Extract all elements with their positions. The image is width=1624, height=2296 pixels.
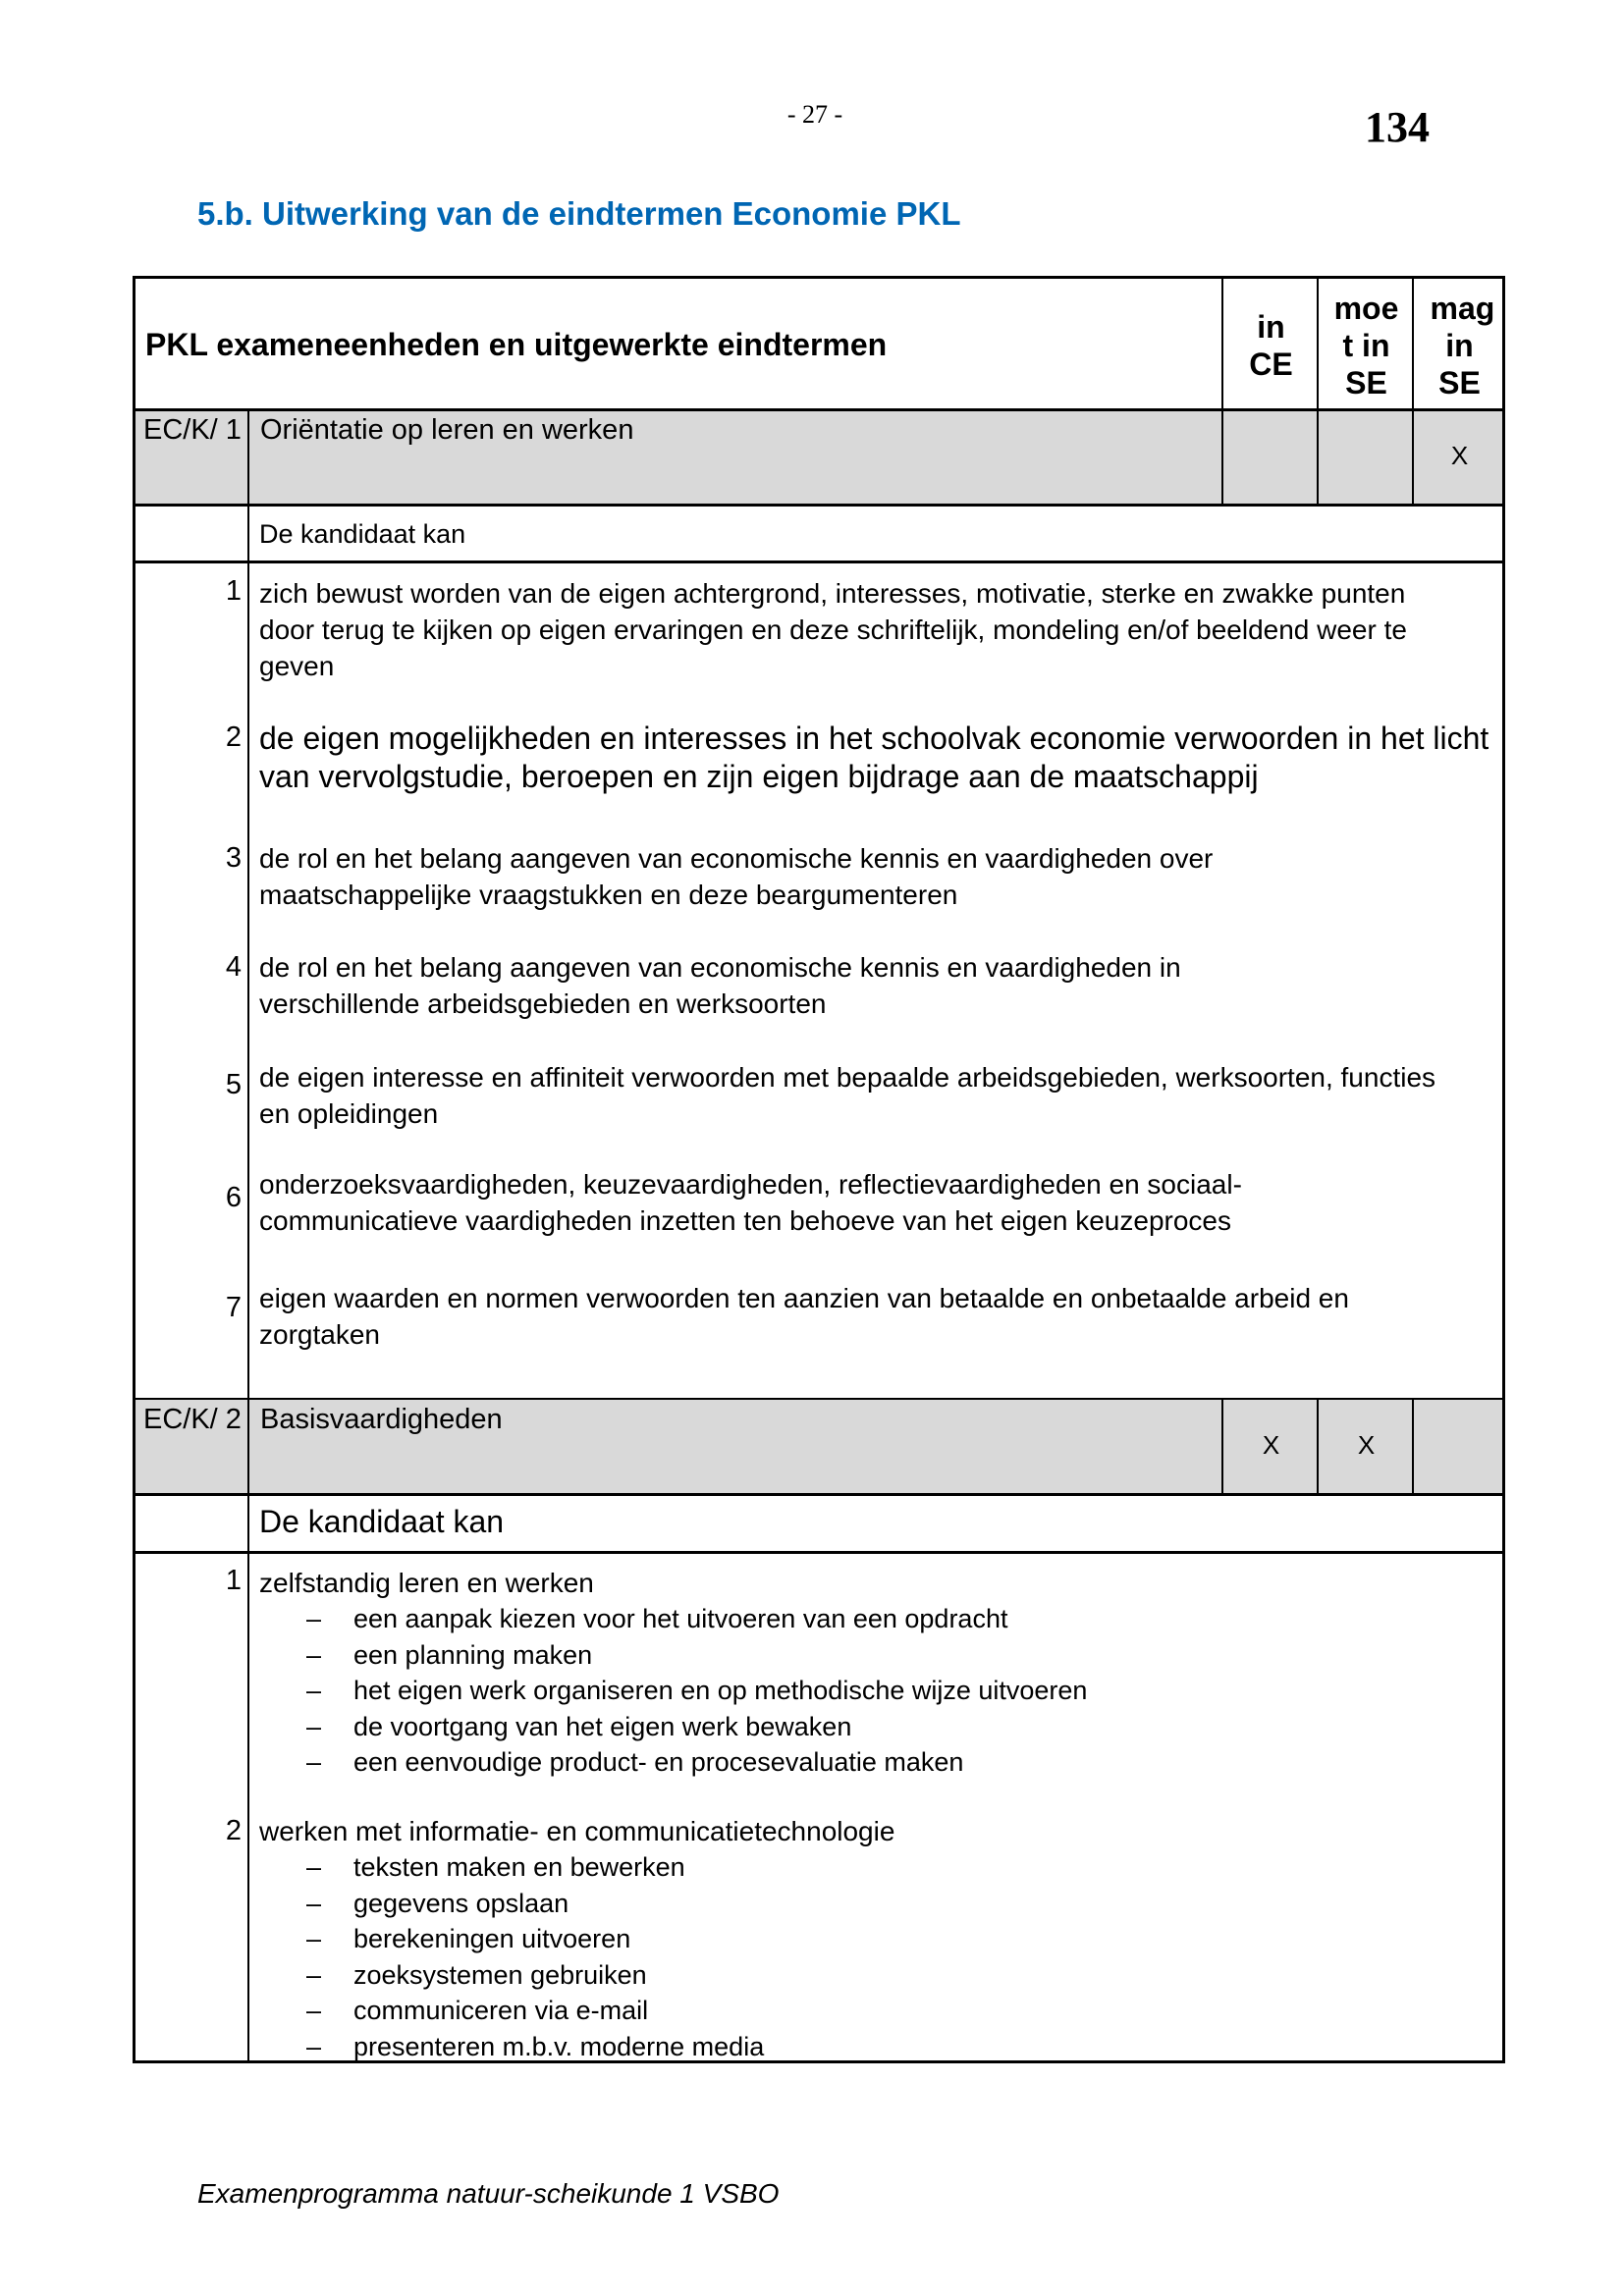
subitem-list [306,1601,1087,1781]
divider [1317,1398,1319,1493]
item-text: onderzoeksvaardigheden, keuzevaardigheden, reflectievaardigheden en sociaal-communicatieve vaardigheden inzetten ten behoeve van het eigen keuzeproces [259,1169,1242,1236]
dash-bullet-icon: – [306,1924,322,1953]
subitem: – een planning maken [306,1637,1087,1674]
in-ce-mark [1223,408,1319,504]
in-ce-mark: X [1262,1430,1280,1460]
column-header-main: PKL exameneenheden en uitgewerkte eindtermen [145,327,888,362]
divider [247,408,249,2063]
divider [135,1398,1502,1400]
subitem: – teksten maken en bewerken [306,1849,764,1886]
unit-code: EC/K/ 2 [143,1404,242,1435]
dash-bullet-icon: – [306,1604,322,1633]
item-text: de eigen mogelijkheden en interesses in het schoolvak economie verwoorden in het licht van vervolgstudie, beroepen en zijn eigen bijdrage aan de maatschappij [259,721,1489,794]
divider [135,504,1502,507]
subitem: – een eenvoudige product- en procesevaluatie maken [306,1744,1087,1781]
divider [135,1493,1502,1496]
divider [135,1551,1502,1554]
moet-in-se-mark: X [1357,1430,1376,1460]
subitem: – presenteren m.b.v. moderne media [306,2029,764,2065]
item-number: 7 [225,1292,242,1323]
item-text: zelfstandig leren en werken [259,1568,594,1598]
subitem: – de voortgang van het eigen werk bewaken [306,1709,1087,1745]
item-number: 5 [225,1069,242,1100]
column-header-moet-in-se: moet in SE [1333,290,1399,400]
divider [1412,1398,1414,1493]
item-text: de rol en het belang aangeven van economische kennis en vaardigheden in verschillende arbeidsgebieden en werksoorten [259,952,1181,1019]
dash-bullet-icon: – [306,1711,322,1741]
dash-bullet-icon: – [306,1996,322,2025]
dash-bullet-icon: – [306,1639,322,1670]
eindtermen-table [133,276,1505,2063]
divider [135,561,1502,563]
dash-bullet-icon: – [306,1852,322,1882]
intro-text: De kandidaat kan [259,1504,505,1539]
mag-in-se-mark: X [1450,441,1469,470]
unit-title: Oriëntatie op leren en werken [260,414,634,446]
item-text: zich bewust worden van de eigen achtergrond, interesses, motivatie, sterke en zwakke punten door terug te kijken op eigen ervaringen en deze schriftelijk, mondeling en/of beeldend weer te geven [259,578,1407,681]
subitem: – een aanpak kiezen voor het uitvoeren van een opdracht [306,1601,1087,1637]
column-header-mag-in-se: mag in SE [1430,290,1495,400]
item-number: 1 [225,575,242,607]
footer-text: Examenprogramma natuur-scheikunde 1 VSBO [197,2178,780,2209]
subitem: – communiceren via e-mail [306,1993,764,2029]
dash-bullet-icon: – [306,1888,322,1918]
unit-title: Basisvaardigheden [260,1404,503,1435]
document-number: 134 [1365,103,1430,151]
subitem: – zoeksystemen gebruiken [306,1957,764,1994]
item-text: eigen waarden en normen verwoorden ten aanzien van betaalde en onbetaalde arbeid en zorgtaken [259,1283,1349,1350]
dash-bullet-icon: – [306,1676,322,1705]
intro-text: De kandidaat kan [259,519,466,549]
section-title: 5.b. Uitwerking van de eindtermen Economie PKL [197,195,961,232]
item-number: 4 [225,951,242,983]
subitem: – het eigen werk organiseren en op methodische wijze uitvoeren [306,1673,1087,1709]
item-number: 2 [225,1815,242,1846]
dash-bullet-icon: – [306,2031,322,2061]
column-header-in-ce: in CE [1249,308,1293,382]
moet-in-se-mark [1319,408,1414,504]
item-number: 1 [225,1565,242,1596]
unit-code: EC/K/ 1 [143,414,242,446]
divider [135,408,1502,411]
item-number: 6 [225,1182,242,1213]
mag-in-se-mark [1414,1398,1505,1493]
divider [1221,1398,1223,1493]
item-text: de eigen interesse en affiniteit verwoorden met bepaalde arbeidsgebieden, werksoorten, functies en opleidingen [259,1062,1436,1129]
page-number: - 27 - [786,100,843,129]
dash-bullet-icon: – [306,1747,322,1777]
item-text: de rol en het belang aangeven van economische kennis en vaardigheden over maatschappelijke vraagstukken en deze beargumenteren [259,843,1214,910]
dash-bullet-icon: – [306,1959,322,1990]
divider [1412,279,1414,504]
item-number: 2 [225,721,242,753]
item-text: werken met informatie- en communicatietechnologie [259,1816,895,1846]
subitem-list [306,1849,764,2064]
divider [1317,279,1319,504]
subitem: – berekeningen uitvoeren [306,1921,764,1957]
divider [1221,279,1223,504]
item-number: 3 [225,842,242,874]
subitem: – gegevens opslaan [306,1886,764,1922]
